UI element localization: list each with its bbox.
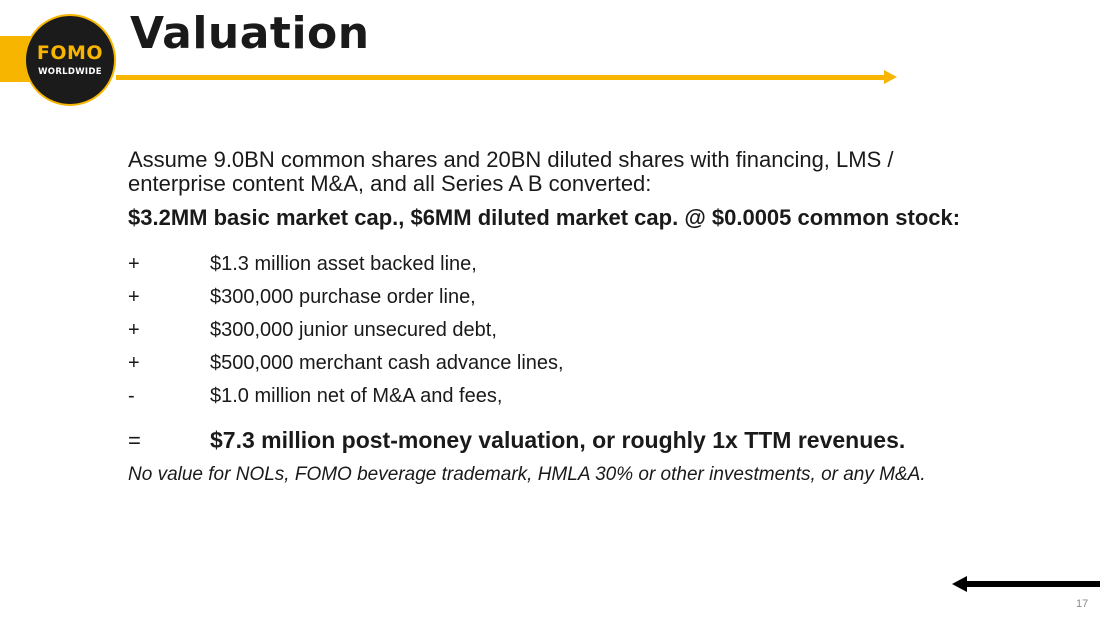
list-item — [128, 380, 988, 413]
list-item — [128, 347, 988, 380]
arrow-left-icon[interactable] — [952, 576, 967, 592]
logo-subtitle: WORLDWIDE — [38, 67, 102, 77]
list-item — [128, 248, 988, 281]
item-sign: + — [128, 286, 140, 308]
disclaimer-note: No value for NOLs, FOMO beverage trademark, HMLA 30% or other investments, or any M&A. — [128, 464, 926, 485]
item-sign: + — [128, 253, 140, 275]
item-text: $1.0 million net of M&A and fees, — [210, 385, 503, 407]
result-sign: = — [128, 427, 141, 453]
result-text: $7.3 million post-money valuation, or roughly 1x TTM revenues. — [210, 427, 906, 453]
list-item — [128, 314, 988, 347]
slide-content — [128, 148, 988, 485]
list-item — [128, 281, 988, 314]
title-underline — [116, 75, 886, 80]
slide-title: Valuation — [130, 8, 370, 59]
page-number: 17 — [1076, 598, 1089, 610]
item-text: $300,000 purchase order line, — [210, 286, 476, 308]
item-text: $300,000 junior unsecured debt, — [210, 319, 497, 341]
item-sign: - — [128, 385, 135, 407]
back-arrow-shaft[interactable] — [966, 581, 1100, 587]
item-text: $1.3 million asset backed line, — [210, 253, 477, 275]
arrow-right-icon — [884, 70, 897, 84]
logo-wordmark: FOMO — [36, 42, 104, 64]
item-sign: + — [128, 352, 140, 374]
valuation-items — [128, 248, 988, 413]
fomo-logo — [24, 14, 116, 106]
valuation-result — [128, 427, 988, 454]
market-cap-text: $3.2MM basic market cap., $6MM diluted market cap. @ $0.0005 common stock: — [128, 205, 961, 230]
assumption-text: Assume 9.0BN common shares and 20BN diluted shares with financing, LMS / enterprise content M&A, and all Series A B converted: — [128, 147, 894, 196]
item-text: $500,000 merchant cash advance lines, — [210, 352, 564, 374]
item-sign: + — [128, 319, 140, 341]
